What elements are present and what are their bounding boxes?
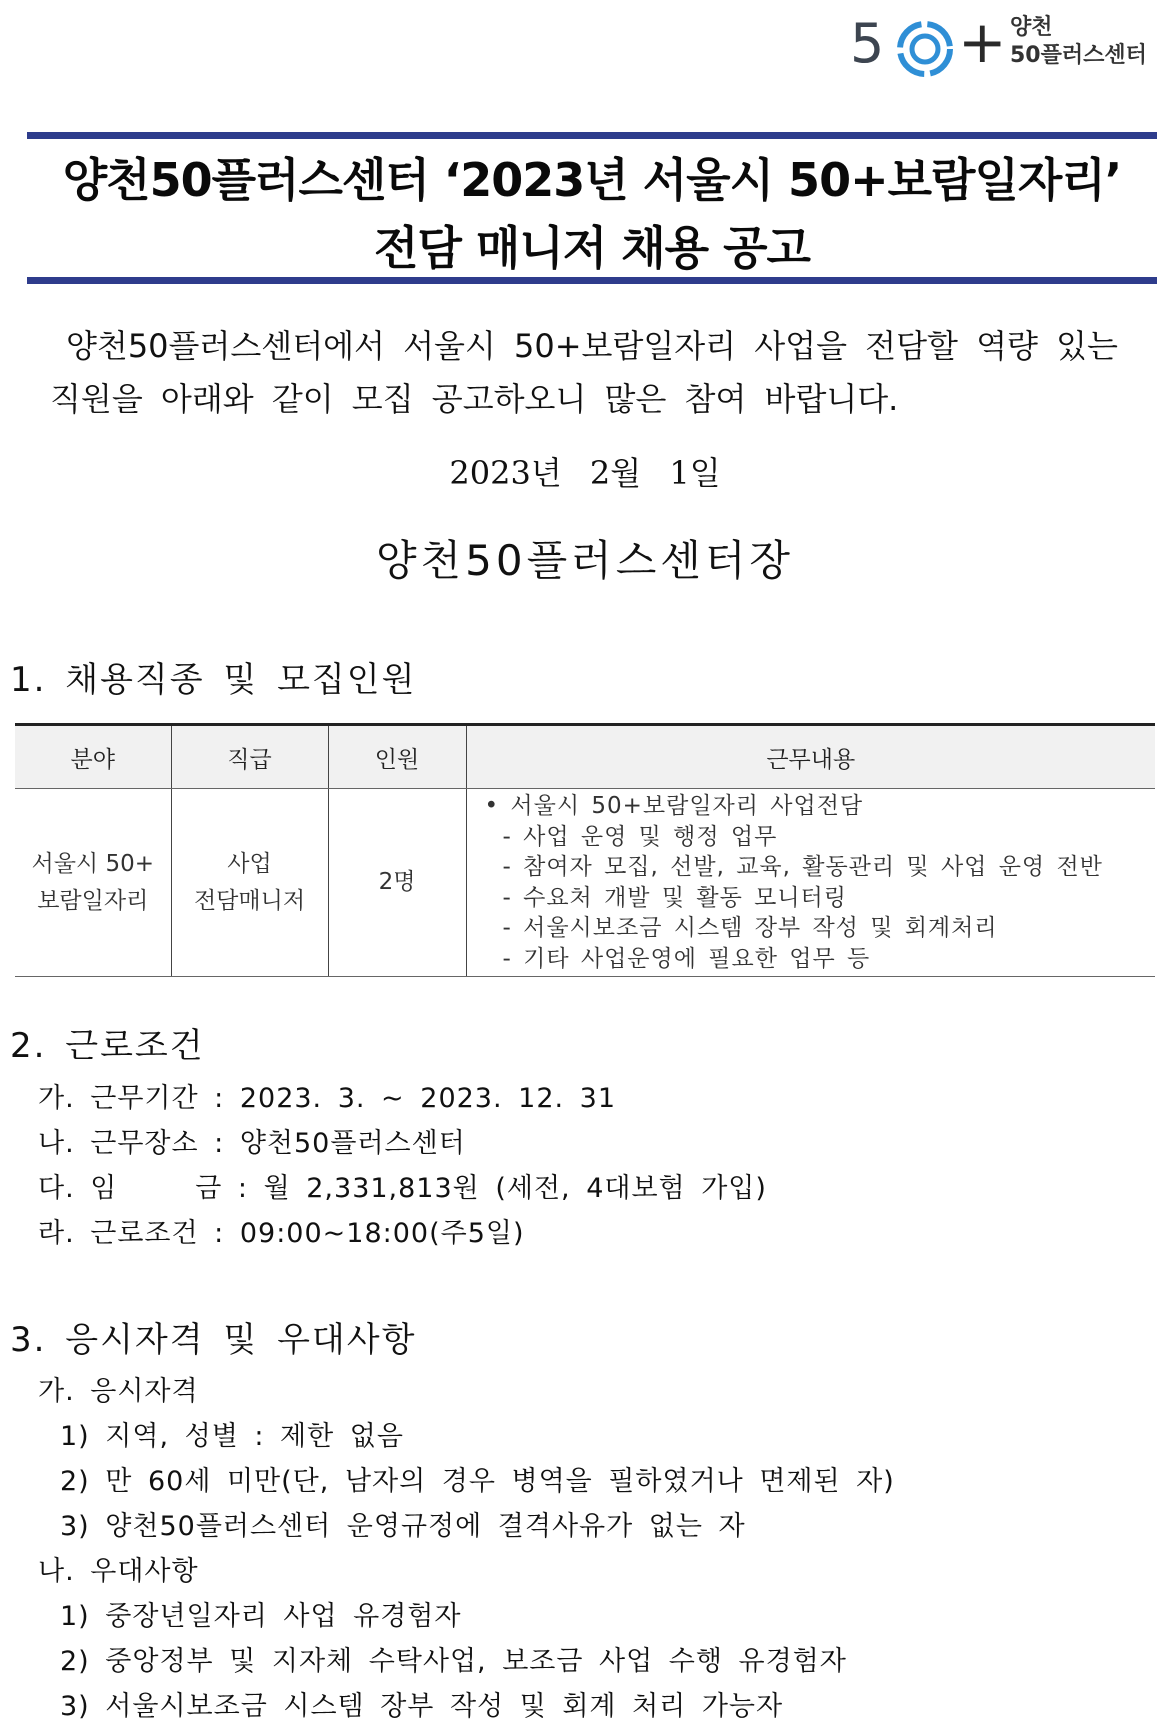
header-rank: 직급 (171, 725, 328, 789)
page-title-line2: 전담 매니저 채용 공고 (374, 221, 810, 275)
recruitment-table (15, 723, 1155, 977)
cell-duties (466, 789, 1155, 977)
qualifications-list (38, 1369, 895, 1720)
intro-paragraph (50, 320, 1155, 426)
cell-count: 2명 (328, 789, 466, 977)
subsection-title: 나. 우대사항 (38, 1556, 199, 1587)
cell-field (15, 789, 171, 977)
duty-item: - 참여자 모집, 선발, 교육, 활동관리 및 사업 운영 전반 (502, 854, 1103, 880)
header-field: 분야 (15, 725, 171, 789)
logo-wordmark (1010, 14, 1147, 70)
list-item: 3) 양천50플러스센터 운영규정에 결격사유가 없는 자 (60, 1511, 746, 1542)
logo-line2: 50플러스센터 (1010, 43, 1147, 68)
list-item: 2) 중앙정부 및 지자체 수탁사업, 보조금 사업 수행 유경험자 (60, 1646, 847, 1677)
logo-number: 5 (850, 12, 883, 75)
table-header-row (15, 725, 1155, 789)
duty-item: - 서울시보조금 시스템 장부 작성 및 회계처리 (502, 915, 998, 941)
logo-plus: + (958, 8, 1007, 76)
list-item: 라. 근로조건 : 09:00~18:00(주5일) (38, 1218, 525, 1249)
list-item: 1) 지역, 성별 : 제한 없음 (60, 1421, 404, 1452)
cell-field-line1: 서울시 50+ (31, 850, 154, 877)
title-rule-top (27, 132, 1157, 139)
list-item: 3) 서울시보조금 시스템 장부 작성 및 회계 처리 가능자 (60, 1691, 784, 1720)
list-item: 1) 중장년일자리 사업 유경험자 (60, 1601, 462, 1632)
list-item: 나. 근무장소 : 양천50플러스센터 (38, 1128, 466, 1159)
subsection-title: 가. 응시자격 (38, 1376, 199, 1407)
section3-heading: 3. 응시자격 및 우대사항 (10, 1320, 417, 1360)
title-rule-bottom (27, 277, 1157, 284)
notice-signer: 양천50플러스센터장 (375, 536, 795, 585)
duty-item: • 서울시 50+보람일자리 사업전담 (484, 793, 864, 819)
section1-heading: 1. 채용직종 및 모집인원 (10, 660, 417, 700)
list-item: 가. 근무기간 : 2023. 3. ~ 2023. 12. 31 (38, 1083, 617, 1114)
notice-date: 2023년 2월 1일 (449, 454, 721, 492)
cell-rank (171, 789, 328, 977)
header-count: 인원 (328, 725, 466, 789)
cell-field-line2: 보람일자리 (37, 887, 149, 914)
list-item: 다. 임 금 : 월 2,331,813원 (세전, 4대보험 가입) (38, 1173, 767, 1204)
cell-rank-line2: 전담매니저 (193, 887, 306, 914)
duty-item: - 사업 운영 및 행정 업무 (502, 823, 778, 850)
intro-line2: 직원을 아래와 같이 모집 공고하오니 많은 참여 바랍니다. (50, 380, 899, 418)
logo-line1: 양천 (1010, 15, 1053, 40)
intro-line1-text: 양천50플러스센터에서 서울시 50+보람일자리 사업을 전담할 역량 있는 (66, 327, 1118, 365)
cell-rank-line1: 사업 (227, 850, 272, 877)
working-conditions-list (38, 1076, 767, 1256)
logo-ring-icon (896, 20, 954, 78)
duty-item: - 기타 사업운영에 필요한 업무 등 (502, 945, 871, 972)
page-title-line1: 양천50플러스센터 ‘2023년 서울시 50+보람일자리’ (62, 153, 1122, 207)
list-item: 2) 만 60세 미만(단, 남자의 경우 병역을 필하였거나 면제된 자) (60, 1466, 895, 1497)
table-row (15, 789, 1155, 977)
header-duties: 근무내용 (466, 725, 1155, 789)
duty-item: - 수요처 개발 및 활동 모니터링 (502, 884, 847, 911)
center-logo (850, 8, 1150, 78)
section2-heading: 2. 근로조건 (10, 1026, 205, 1066)
intro-line1 (50, 320, 1155, 373)
